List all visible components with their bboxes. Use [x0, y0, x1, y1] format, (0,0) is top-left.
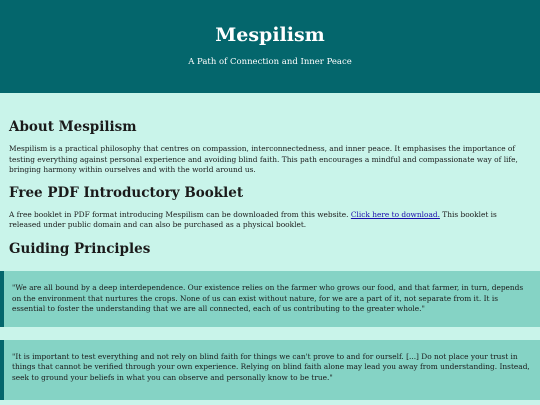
main-content [0, 93, 540, 400]
principles-section [9, 240, 531, 400]
download-link[interactable]: Click here to download. [350, 209, 440, 219]
site-tagline: A Path of Connection and Inner Peace [188, 57, 352, 67]
principle-quote: "We are all bound by a deep interdependence. Our existence relies on the farmer who grows our food, and that farmer, in turn, depends on the environment that nurtures the crops. None of us can exist without nature, for we are a part of it, not separate from it. It is essential to foster the understanding that we are all connected, each of us contributing to the greater whole." [0, 271, 540, 327]
booklet-text [9, 210, 531, 231]
booklet-heading: Free PDF Introductory Booklet [9, 184, 244, 201]
site-header [0, 0, 540, 93]
about-heading: About Mespilism [9, 119, 137, 135]
booklet-text-after: This booklet is released under public domain and can also be purchased as a physical booklet. [9, 209, 497, 230]
booklet-text-before: A free booklet in PDF format introducing Mespilism can be downloaded from this website. [9, 209, 351, 219]
booklet-section [9, 184, 531, 231]
site-title: Mespilism [215, 24, 325, 46]
principle-quote: "It is important to test everything and not rely on blind faith for things we can't prove to and for ourself. [...] Do not place your trust in things that cannot be verified through your own experience. Relying on blind faith alone may lead you away from understanding. Instead, seek to ground your beliefs in what you can observe and personally know to be true." [0, 340, 540, 400]
principles-heading: Guiding Principles [9, 240, 151, 257]
about-section [9, 93, 531, 176]
about-text: Mespilism is a practical philosophy that centres on compassion, interconnectedness, and inner peace. It emphasises the importance of testing everything against personal experience and avoiding blind faith. This path encourages a mindful and compassionate way of life, bringing harmony within ourselves and with the world around us. [9, 144, 518, 175]
